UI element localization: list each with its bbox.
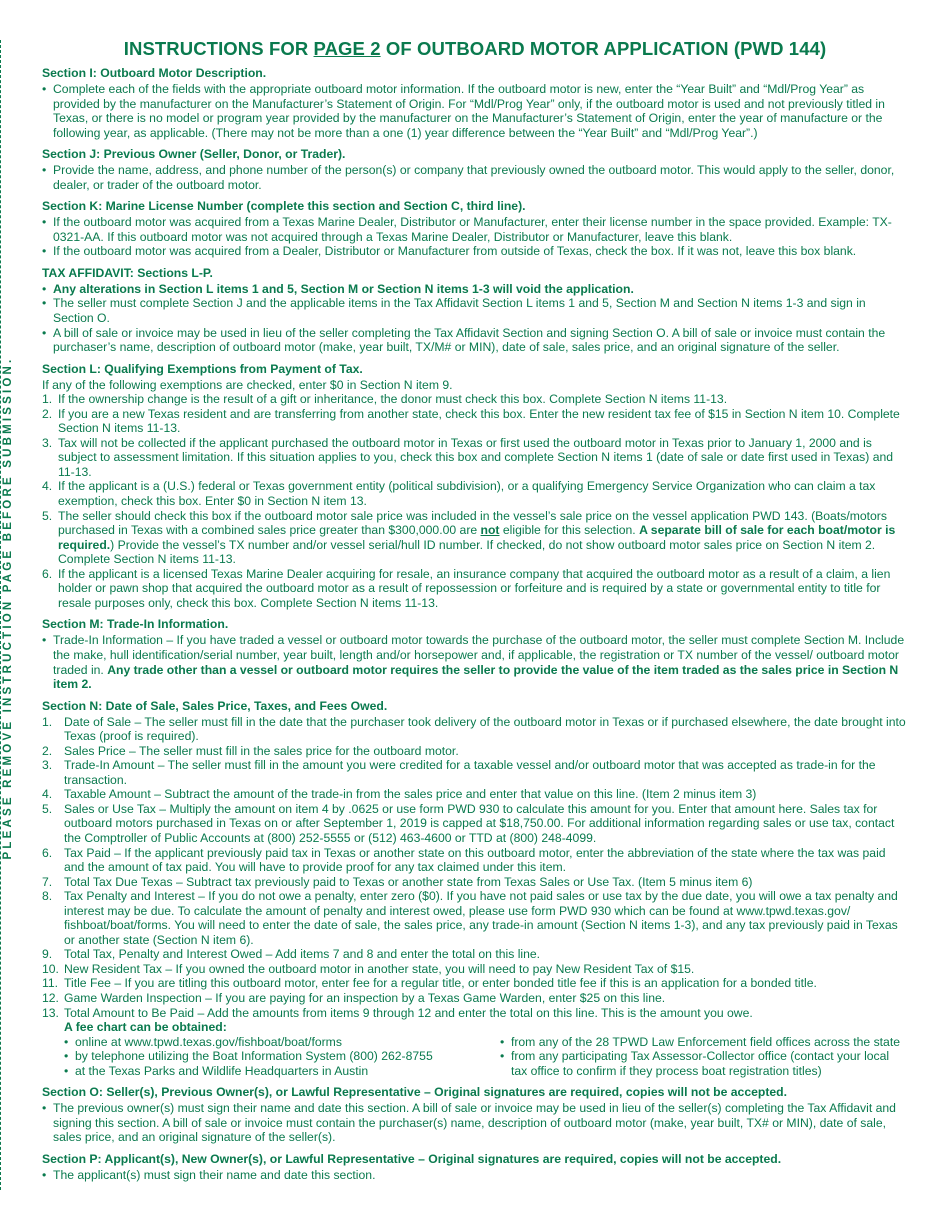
fee-chart-sources xyxy=(42,1035,908,1079)
section-title: Section K: Marine License Number (complete this section and Section C, third line). xyxy=(42,199,526,214)
section-title: Section J: Previous Owner (Seller, Donor, or Trader). xyxy=(42,147,346,162)
section-p xyxy=(42,1152,908,1183)
list-item: 12. Game Warden Inspection – If you are paying for an inspection by a Texas Game Warden, enter $25 on this line. xyxy=(42,990,666,1005)
fee-source-item: • by telephone utilizing the Boat Information System (800) 262-8755 xyxy=(64,1049,500,1064)
section-o xyxy=(42,1085,908,1145)
bullet-item: • The applicant(s) must sign their name and date this section. xyxy=(42,1168,908,1183)
section-title: Section N: Date of Sale, Sales Price, Taxes, and Fees Owed. xyxy=(42,698,388,713)
bullet-item: • The previous owner(s) must sign their name and date this section. A bill of sale or invoice may be used in lieu of the seller(s) completing the Tax Affidavit and signing this section. A bill of sale or invoice must contain the purchaser(s) name, description of outboard motor (make, year built, TX# or MIN), date of sale, sales price, and an original signature of the seller(s). xyxy=(42,1101,908,1145)
list-item: 4. Taxable Amount – Subtract the amount of the trade-in from the sales price and enter that value on this line. (Item 2 minus item 3) xyxy=(42,787,757,802)
bullet-item: • Complete each of the fields with the appropriate outboard motor information. If the outboard motor is new, enter the “Year Built” and “Mdl/Prog Year” as provided by the manufacturer on the Manufacturer’s Statement of Origin. For “Mdl/Prog Year” only, if the outboard motor is used and not previously titled in Texas, or there is no model or program year provided by the manufacturer on the Manufacturer’s Statement of Origin, enter the year of manufacture or the following year, as applicable. (There may not be more than a one (1) year difference between the “Year Built” and “Mdl/Prog Year”.) xyxy=(42,82,908,140)
section-n xyxy=(42,699,908,1079)
list-item: 10. New Resident Tax – If you owned the outboard motor in another state, you will need to pay New Resident Tax of $15. xyxy=(42,961,695,976)
list-item: 4. If the applicant is a (U.S.) federal or Texas government entity (political subdivision), or a qualifying Emergency Service Organization who can claim a tax exemption, check this box. Enter $0 in Section N item 13. xyxy=(42,479,876,509)
bullet-item: • A bill of sale or invoice may be used in lieu of the seller completing the Tax Affidavit Section and signing Section O. A bill of sale or invoice must contain the purchaser’s name, description of outboard motor (make, year built, TX/M# or MIN), date of sale, sales price, and an original signature of the seller. xyxy=(42,326,908,355)
list-item: 5. Sales or Use Tax – Multiply the amount on item 4 by .0625 or use form PWD 930 to calculate this amount for you. Enter that amount here. Sales tax for outboard motors purchased in Texas on or after September 1, 2019 is capped at $18,750.00. For additional information regarding sales or use tax, contact the Comptroller of Public Accounts at (800) 252-5555 or (512) 463-4600 or TTD at (800) 248-4099. xyxy=(42,801,895,845)
list-item: 5. The seller should check this box if the outboard motor sale price was included in the vessel’s sale price on the vessel application PWD 143. (Boats/motors purchased in Texas with a combined sales price greater than $300,000.00 are not eligible for this selection. A separate bill of sale for each boat/motor is required.) Provide the vessel’s TX number and/or vessel serial/hull ID number. If checked, do not show outboard motor sales price on Section N item 2. Complete Section N items 11-13. xyxy=(42,508,896,567)
list-item: 7. Total Tax Due Texas – Subtract tax previously paid to Texas or another state from Texas Sales or Use Tax. (Item 5 minus item 6) xyxy=(42,874,753,889)
list-item: 1. If the ownership change is the result of a gift or inheritance, the donor must check this box. Complete Section N items 11-13. xyxy=(42,392,728,407)
fee-source-item: • from any participating Tax Assessor-Collector office (contact your local tax office to confirm if they process boat registration titles) xyxy=(500,1049,908,1078)
section-tax-affidavit xyxy=(42,266,908,355)
fee-sources-right xyxy=(500,1035,908,1079)
section-j xyxy=(42,147,908,192)
removal-note: PLEASE REMOVE INSTRUCTION PAGE BEFORE SUBMISSION. xyxy=(2,356,14,860)
bullet-item: • Any alterations in Section L items 1 and 5, Section M or Section N items 1-3 will void the application. xyxy=(42,282,908,297)
list-item: 3. Trade-In Amount – The seller must fill in the amount you were credited for a taxable vessel and/or outboard motor that was accepted as trade-in for the transaction. xyxy=(42,758,876,787)
section-m xyxy=(42,617,908,691)
fee-source-item: • at the Texas Parks and Wildlife Headquarters in Austin xyxy=(64,1064,500,1079)
list-item: 2. Sales Price – The seller must fill in the sales price for the outboard motor. xyxy=(42,743,459,758)
section-title: Section I: Outboard Motor Description. xyxy=(42,66,267,80)
fee-source-item: • online at www.tpwd.texas.gov/fishboat/boat/forms xyxy=(64,1035,500,1050)
bullet-item: • If the outboard motor was acquired from a Texas Marine Dealer, Distributor or Manufacturer, enter their license number in the space provided. Example: TX-0321-AA. If this outboard motor was not acquired through a Texas Marine Dealer, Distributor or Manufacturer, leave this blank. xyxy=(42,215,908,244)
page-title: INSTRUCTIONS FOR PAGE 2 OF OUTBOARD MOTOR APPLICATION (PWD 144) xyxy=(123,38,827,59)
bullet-item: • The seller must complete Section J and the applicable items in the Tax Affidavit Section L items 1 and 5, Section M and Section N items 1-3 and sign in Section O. xyxy=(42,296,908,325)
list-item: 3. Tax will not be collected if the applicant purchased the outboard motor in Texas or first used the outboard motor in Texas prior to January 1, 2000 and is subject to assessment limitation. If this situation applies to you, check this box and complete Section N items 1 (date of sale or date first used in Texas) and 11-13. xyxy=(42,435,894,479)
list-item: 6. If the applicant is a licensed Texas Marine Dealer acquiring for resale, an insurance company that acquired the outboard motor as a result of a claim, a lien holder or pawn shop that acquired the outboard motor as a result of repossession or forfeiture and is required by a state or governmental entity to title for resale purposes only, check this box. Complete Section N items 11-13. xyxy=(42,566,891,610)
section-title: Section M: Trade-In Information. xyxy=(42,617,229,632)
list-item: 11. Title Fee – If you are titling this outboard motor, enter fee for a regular title, or enter bonded title fee if this is an application for a bonded title. xyxy=(42,976,817,991)
section-k xyxy=(42,199,908,259)
list-item: 1. Date of Sale – The seller must fill in the date that the purchaser took delivery of the outboard motor in Texas or if purchased elsewhere, the date brought into Texas (proof is required). xyxy=(42,714,906,744)
section-title: TAX AFFIDAVIT: Sections L-P. xyxy=(42,265,213,280)
section-i xyxy=(42,66,908,140)
section-title: Section P: Applicant(s), New Owner(s), or Lawful Representative – Original signatures are required, copies will not be accepted. xyxy=(42,1151,782,1166)
list-item: 9. Total Tax, Penalty and Interest Owed – Add items 7 and 8 and enter the total on this line. xyxy=(42,947,541,962)
instructions-page xyxy=(42,38,908,1189)
section-title: Section O: Seller(s), Previous Owner(s), or Lawful Representative – Original signatures are required, copies will not be accepted. xyxy=(42,1085,788,1100)
list-item: 13. Total Amount to Be Paid – Add the amounts from items 9 through 12 and enter the total on this line. This is the amount you owe. xyxy=(42,1005,753,1020)
section-l xyxy=(42,362,908,611)
bullet-item: • If the outboard motor was acquired from a Dealer, Distributor or Manufacturer from outside of Texas, check the box. If it was not, leave this box blank. xyxy=(42,244,908,259)
section-intro: If any of the following exemptions are checked, enter $0 in Section N item 9. xyxy=(42,377,453,392)
cut-line xyxy=(0,40,1,1190)
list-item: 6. Tax Paid – If the applicant previously paid tax in Texas or another state on this outboard motor, enter the abbreviation of the state where the tax was paid and the amount of tax paid. You will have to provide proof for any tax claimed under this item. xyxy=(42,845,886,875)
bullet-item: • Provide the name, address, and phone number of the person(s) or company that previously owned the outboard motor. This would apply to the seller, donor, dealer, or trader of the outboard motor. xyxy=(42,163,908,192)
fee-chart-title: A fee chart can be obtained: xyxy=(64,1020,227,1035)
bullet-item: • Trade-In Information – If you have traded a vessel or outboard motor towards the purchase of the outboard motor, the seller must complete Section M. Include the make, hull identification/serial number, year built, length and/or horsepower and, if applicable, the registration or TX number of the vessel/ outboard motor traded in. Any trade other than a vessel or outboard motor requires the seller to provide the value of the item traded as the sales price in Section N item 2. xyxy=(42,633,908,691)
list-item: 2. If you are a new Texas resident and are transferring from another state, check this box. Enter the new resident tax fee of $15 in Section N item 10. Complete Section N items 11-13. xyxy=(42,406,900,436)
fee-source-item: • from any of the 28 TPWD Law Enforcement field offices across the state xyxy=(500,1035,908,1050)
fee-sources-left xyxy=(64,1035,500,1079)
list-item: 8. Tax Penalty and Interest – If you do not owe a penalty, enter zero ($0). If you have not paid sales or use tax by the due date, you will owe a tax penalty and interest may be due. To calculate the amount of penalty and interest owed, please use form PWD 930 which can be found at www.tpwd.texas.gov/ fishboat/boat/forms. You will need to enter the date of sale, the sales price, any trade-in amount (Section N items 1-3), and any tax previously paid in Texas or another state (Section N item 6). xyxy=(42,889,898,947)
section-title: Section L: Qualifying Exemptions from Payment of Tax. xyxy=(42,361,363,376)
